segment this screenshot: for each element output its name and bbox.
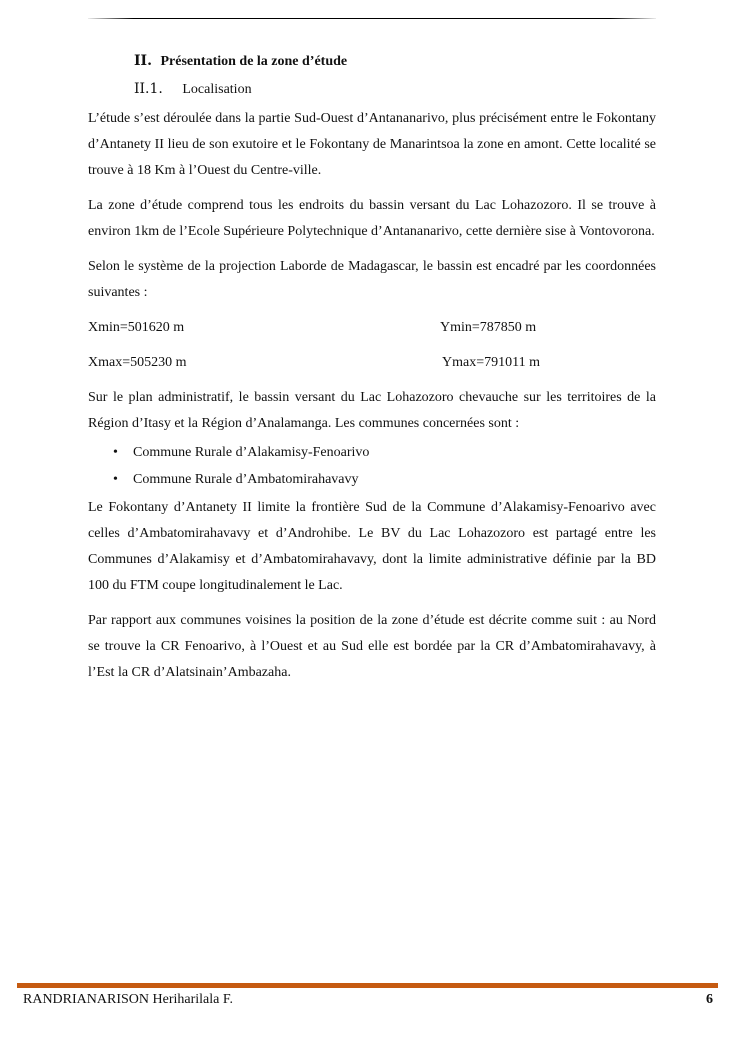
list-item-label: Commune Rurale d’Alakamisy-Fenoarivo [133, 445, 370, 460]
bullet-icon: • [113, 472, 118, 487]
coordinates-row-max [88, 350, 656, 376]
subsection-title: Localisation [182, 82, 252, 97]
header-rule [88, 18, 656, 19]
list-item [88, 466, 656, 493]
xmax-value: Xmax=505230 m [88, 355, 187, 370]
ymin-value: Ymin=787850 m [440, 320, 537, 335]
subsection-heading [134, 81, 252, 98]
paragraph-administrative: Sur le plan administratif, le bassin versant du Lac Lohazozoro chevauche sur les territoires de la Région d’Itasy et la Région d’Analamanga. Les communes concernées sont : [88, 390, 656, 431]
paragraph-location: L’étude s’est déroulée dans la partie Sud-Ouest d’Antananarivo, plus précisément entre le Fokontany d’Antanety II lieu de son exutoire et le Fokontany de Manarintsoa la zone en amont. Cette localité se trouve à 18 Km à l’Ouest du Centre-ville. [88, 111, 656, 178]
paragraph-boundaries: Le Fokontany d’Antanety II limite la frontière Sud de la Commune d’Alakamisy-Fenoarivo avec celles d’Ambatomirahavavy et d’Androhibe. Le BV du Lac Lohazozoro est partagé entre les Communes d’Alakamisy et d’Ambatomirahavavy, dont la limite administrative définie par la BD 100 du FTM coupe longitudinalement le Lac. [88, 500, 656, 593]
subsection-number: II.1. [134, 81, 163, 97]
section-number: II. [134, 53, 152, 69]
ymax-value: Ymax=791011 m [442, 355, 540, 370]
communes-list [88, 439, 656, 493]
document-body [88, 106, 656, 695]
xmin-value: Xmin=501620 m [88, 320, 185, 335]
list-item [88, 439, 656, 466]
section-heading [134, 53, 347, 70]
list-item-label: Commune Rurale d’Ambatomirahavavy [133, 472, 359, 487]
page-number: 6 [706, 992, 713, 1007]
section-title: Présentation de la zone d’étude [160, 54, 348, 69]
paragraph-neighbours: Par rapport aux communes voisines la position de la zone d’étude est décrite comme suit : au Nord se trouve la CR Fenoarivo, à l’Ouest et au Sud elle est bordée par la CR d’Ambatomirahavavy, à l’Est la CR d’Alatsinain’Ambazaha. [88, 613, 656, 680]
paragraph-projection: Selon le système de la projection Laborde de Madagascar, le bassin est encadré par les coordonnées suivantes : [88, 259, 656, 300]
paragraph-study-area: La zone d’étude comprend tous les endroits du bassin versant du Lac Lohazozoro. Il se trouve à environ 1km de l’Ecole Supérieure Polytechnique d’Antananarivo, cette dernière sise à Vontovorona. [88, 198, 656, 239]
footer-rule [17, 983, 718, 988]
footer-author: RANDRIANARISON Heriharilala F. [23, 992, 234, 1007]
coordinates-row-min [88, 315, 656, 341]
bullet-icon: • [113, 445, 118, 460]
